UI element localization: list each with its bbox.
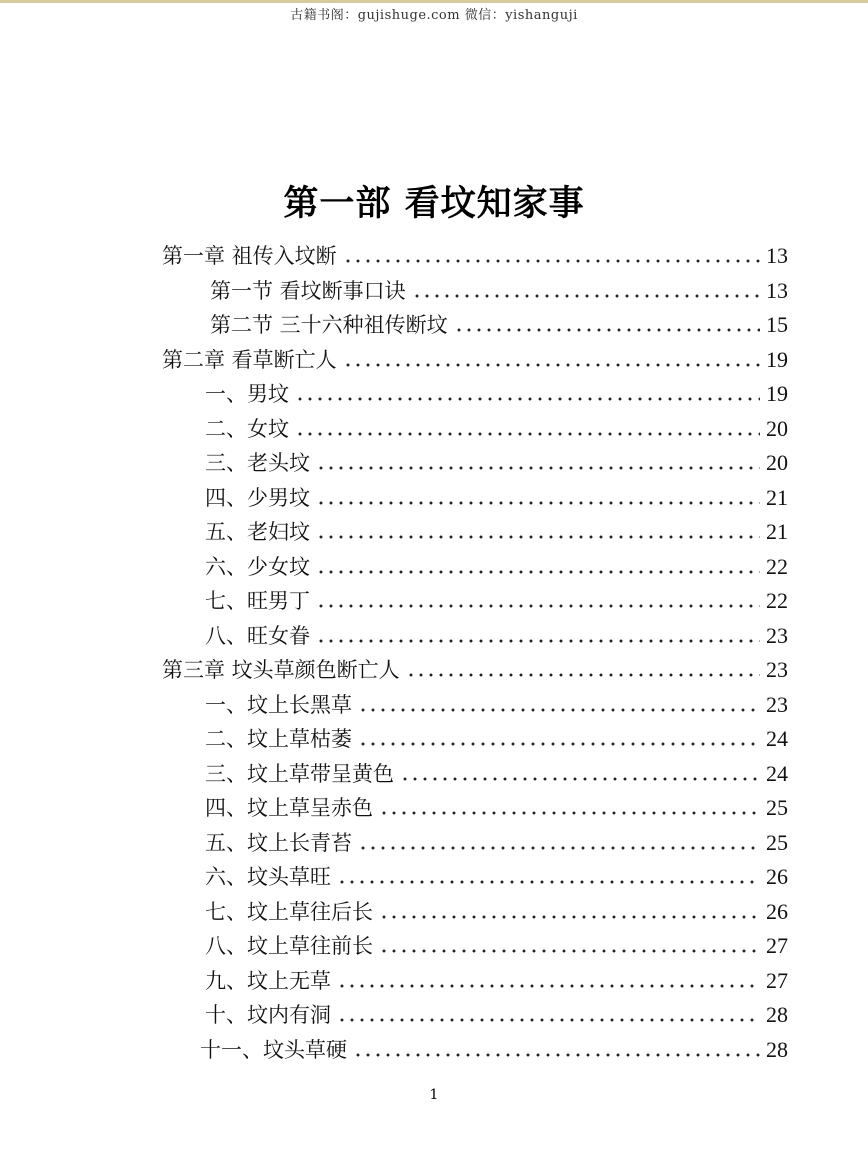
toc-entry-chapter-1	[162, 235, 788, 269]
toc-page-number: 25	[766, 795, 788, 820]
toc-page-number: 24	[766, 761, 788, 786]
dot-leader	[316, 638, 760, 644]
toc-label: 十一、坟头草硬	[200, 1038, 347, 1062]
dot-leader	[358, 707, 760, 713]
toc-label: 第二节 三十六种祖传断坟	[210, 313, 448, 337]
toc-entry-section	[210, 304, 788, 338]
dot-leader	[353, 1052, 760, 1058]
dot-leader	[358, 845, 760, 851]
toc-label: 七、旺男丁	[205, 589, 310, 613]
toc-page-number: 28	[766, 1037, 788, 1062]
dot-leader	[295, 396, 760, 402]
toc-label: 四、坟上草呈赤色	[205, 796, 373, 820]
toc-entry-item	[205, 546, 788, 580]
dot-leader	[454, 327, 760, 333]
toc-entry-item	[205, 718, 788, 752]
dot-leader	[343, 258, 760, 264]
toc-page-number: 21	[766, 519, 788, 544]
toc-label: 第一章 祖传入坟断	[162, 244, 337, 268]
toc-page-number: 26	[766, 864, 788, 889]
toc-page-number: 19	[766, 381, 788, 406]
toc-page-number: 13	[766, 243, 788, 268]
toc-entry-chapter-2	[162, 339, 788, 373]
toc-entry-item	[205, 684, 788, 718]
toc-entry-item	[205, 615, 788, 649]
dot-leader	[337, 879, 760, 885]
toc-page-number: 27	[766, 933, 788, 958]
dot-leader	[379, 810, 760, 816]
toc-entry-item	[205, 373, 788, 407]
toc-label: 三、坟上草带呈黄色	[205, 762, 394, 786]
toc-page-number: 22	[766, 588, 788, 613]
toc-entry-item	[200, 1029, 788, 1063]
dot-leader	[316, 465, 760, 471]
dot-leader	[406, 672, 760, 678]
toc-page-number: 23	[766, 657, 788, 682]
toc-entry-item	[205, 477, 788, 511]
toc-label: 八、坟上草往前长	[205, 934, 373, 958]
toc-label: 十、坟内有洞	[205, 1003, 331, 1027]
toc-label: 六、少女坟	[205, 555, 310, 579]
toc-entry-item	[205, 891, 788, 925]
toc-page-number: 26	[766, 899, 788, 924]
toc-label: 七、坟上草往后长	[205, 900, 373, 924]
header-note: 古籍书阁：gujishuge.com 微信：yishanguji	[290, 8, 578, 23]
dot-leader	[400, 776, 760, 782]
toc-entry-chapter-3	[162, 649, 788, 683]
toc-page-number: 25	[766, 830, 788, 855]
dot-leader	[358, 741, 760, 747]
dot-leader	[337, 983, 760, 989]
toc-page-number: 23	[766, 623, 788, 648]
toc-page-number: 22	[766, 554, 788, 579]
page-number: 1	[429, 1087, 439, 1103]
toc-page-number: 13	[766, 278, 788, 303]
toc-page-number: 19	[766, 347, 788, 372]
dot-leader	[343, 362, 760, 368]
toc-label: 五、老妇坟	[205, 520, 310, 544]
toc-label: 八、旺女眷	[205, 624, 310, 648]
dot-leader	[316, 569, 760, 575]
toc-entry-item	[205, 442, 788, 476]
toc-entry-item	[205, 408, 788, 442]
dot-leader	[337, 1017, 760, 1023]
toc-page-number: 20	[766, 450, 788, 475]
toc-entry-section	[210, 270, 788, 304]
toc-label: 第一节 看坟断事口诀	[210, 279, 406, 303]
toc-label: 第二章 看草断亡人	[162, 348, 337, 372]
toc-entry-item	[205, 787, 788, 821]
dot-leader	[379, 914, 760, 920]
toc-entry-item	[205, 856, 788, 890]
toc-page-number: 20	[766, 416, 788, 441]
toc-page-number: 28	[766, 1002, 788, 1027]
dot-leader	[412, 293, 760, 299]
toc-entry-item	[205, 753, 788, 787]
toc-label: 一、坟上长黑草	[205, 693, 352, 717]
toc-page-number: 15	[766, 312, 788, 337]
page-title: 第一部 看坟知家事	[283, 183, 585, 224]
toc-label: 六、坟头草旺	[205, 865, 331, 889]
dot-leader	[379, 948, 760, 954]
toc-page-number: 24	[766, 726, 788, 751]
toc-label: 第三章 坟头草颜色断亡人	[162, 658, 400, 682]
dot-leader	[316, 534, 760, 540]
dot-leader	[316, 500, 760, 506]
toc-label: 二、坟上草枯萎	[205, 727, 352, 751]
toc-label: 一、男坟	[205, 382, 289, 406]
toc-entry-item	[205, 580, 788, 614]
toc-page-number: 23	[766, 692, 788, 717]
toc-entry-item	[205, 511, 788, 545]
dot-leader	[295, 431, 760, 437]
toc-page-number: 27	[766, 968, 788, 993]
toc-entry-item	[205, 925, 788, 959]
toc-label: 二、女坟	[205, 417, 289, 441]
toc-label: 五、坟上长青苔	[205, 831, 352, 855]
toc-entry-item	[205, 822, 788, 856]
toc-label: 三、老头坟	[205, 451, 310, 475]
toc-page-number: 21	[766, 485, 788, 510]
dot-leader	[316, 603, 760, 609]
toc-entry-item	[205, 960, 788, 994]
toc-label: 九、坟上无草	[205, 969, 331, 993]
toc-entry-item	[205, 994, 788, 1028]
toc-label: 四、少男坟	[205, 486, 310, 510]
